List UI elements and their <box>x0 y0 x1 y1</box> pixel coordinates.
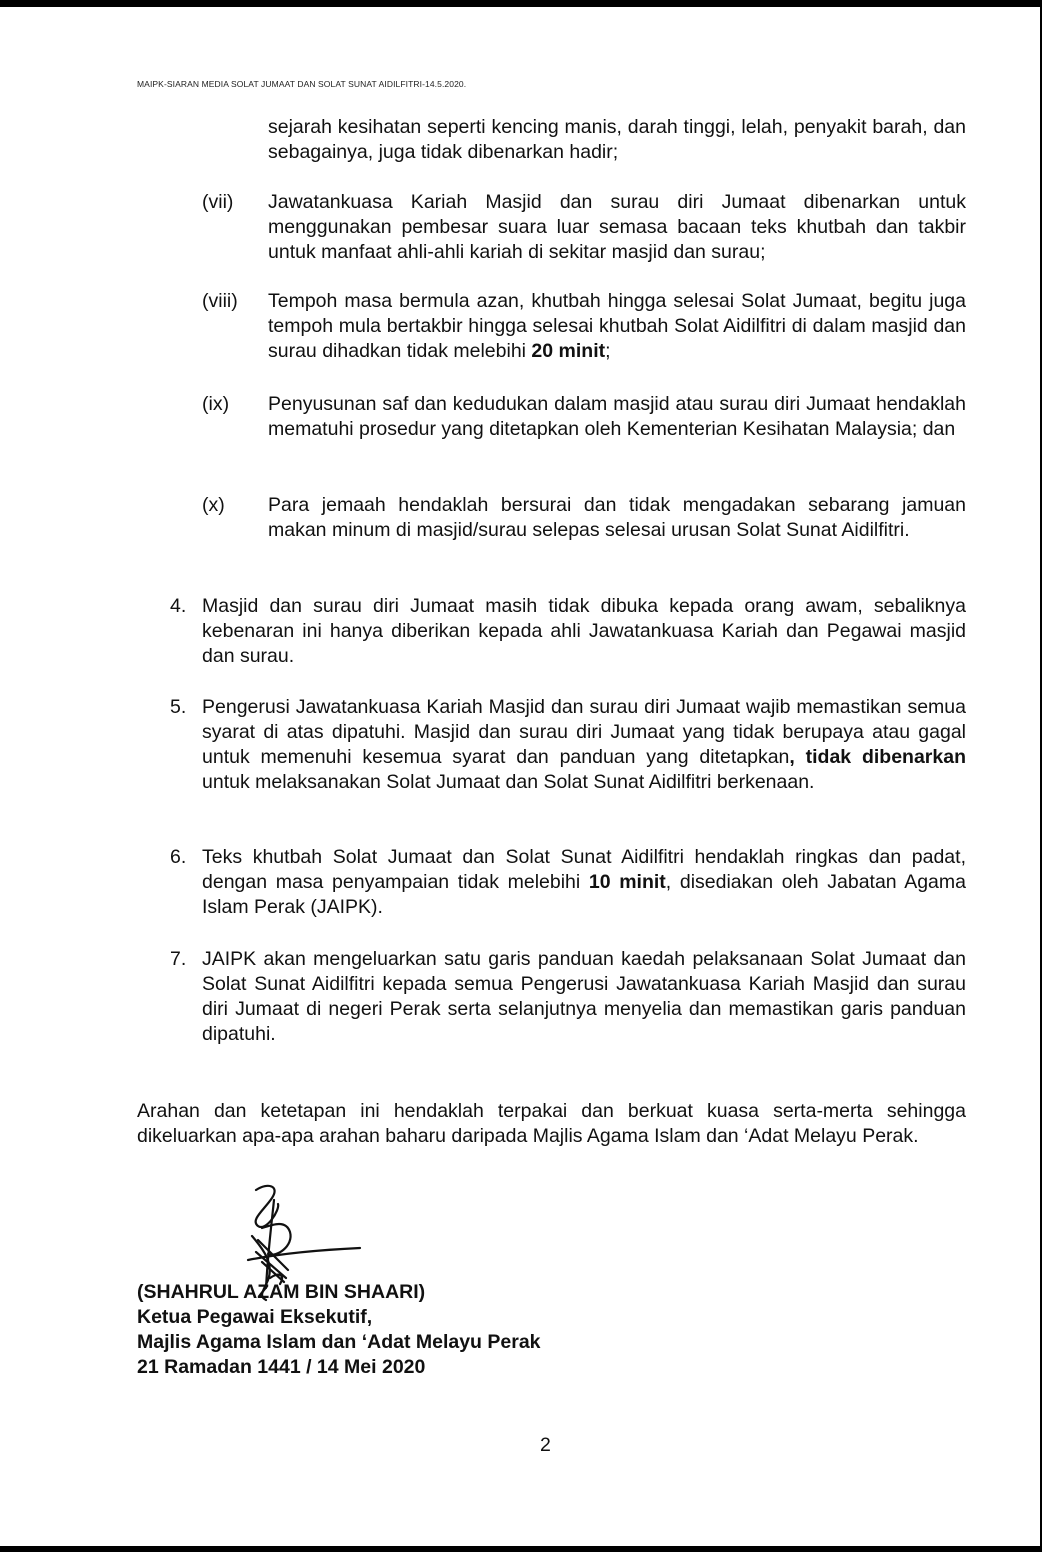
item-text <box>202 695 966 795</box>
bold-duration: 20 minit <box>531 340 606 362</box>
item-number: 4. <box>170 595 187 617</box>
item-number: 6. <box>170 846 187 868</box>
continuation-text: sejarah kesihatan seperti kencing manis, darah tinggi, lelah, penyakit barah, dan sebagainya, juga tidak dibenarkan hadir; <box>268 116 966 163</box>
sub-item-vii <box>202 190 966 265</box>
top-border <box>0 0 1042 7</box>
item-text-part: Pengerusi Jawatankuasa Kariah Masjid dan surau diri Jumaat wajib memastikan semua syarat di atas dipatuhi. Masjid dan surau diri Jumaat yang tidak berupaya atau gagal untuk memenuhi kesemua syarat dan panduan yang ditetapkan <box>202 696 966 768</box>
sub-item-text-part: ; <box>605 340 611 362</box>
document-header: MAIPK-SIARAN MEDIA SOLAT JUMAAT DAN SOLAT SUNAT AIDILFITRI-14.5.2020. <box>137 79 467 89</box>
item-5 <box>170 695 966 795</box>
signatory-date: 21 Ramadan 1441 / 14 Mei 2020 <box>137 1356 426 1378</box>
signatory-organization: Majlis Agama Islam dan ‘Adat Melayu Perak <box>137 1331 541 1353</box>
item-4 <box>170 594 966 669</box>
closing-paragraph: Arahan dan ketetapan ini hendaklah terpakai dan berkuat kuasa serta-merta sehingga dikeluarkan apa-apa arahan baharu daripada Majlis Agama Islam dan ‘Adat Melayu Perak. <box>137 1100 966 1147</box>
sub-item-ix <box>202 392 966 442</box>
signatory-name: (SHAHRUL AZAM BIN SHAARI) <box>137 1281 426 1303</box>
item-text: Masjid dan surau diri Jumaat masih tidak dibuka kepada orang awam, sebaliknya kebenaran ini hanya diberikan kepada ahli Jawatankuasa Kariah dan Pegawai masjid dan surau. <box>202 595 966 667</box>
item-text-part: Teks khutbah Solat Jumaat dan Solat Sunat Aidilfitri hendaklah ringkas dan padat, dengan masa penyampaian tidak melebihi <box>202 846 966 893</box>
sub-item-text-part: Tempoh masa bermula azan, khutbah hingga selesai Solat Jumaat, begitu juga tempoh mula bertakbir hingga selesai khutbah Solat Aidilfitri di dalam masjid dan surau dihadkan tidak melebihi <box>268 290 966 362</box>
bottom-border <box>0 1546 1042 1552</box>
item-7 <box>170 947 966 1047</box>
sub-item-number: (vii) <box>202 191 234 213</box>
item-text <box>202 845 966 920</box>
sub-item-text: Para jemaah hendaklah bersurai dan tidak mengadakan sebarang jamuan makan minum di masjid/surau selepas selesai urusan Solat Sunat Aidilfitri. <box>268 494 966 541</box>
signatory-title: Ketua Pegawai Eksekutif, <box>137 1306 373 1328</box>
sub-item-text: Jawatankuasa Kariah Masjid dan surau diri Jumaat dibenarkan untuk menggunakan pembesar suara luar semasa bacaan teks khutbah dan takbir untuk manfaat ahli-ahli kariah di sekitar masjid dan surau; <box>268 191 966 263</box>
sub-item-x <box>202 493 966 543</box>
page-number: 2 <box>540 1434 551 1456</box>
bold-phrase: , tidak dibenarkan <box>789 746 966 768</box>
sub-item-text: Penyusunan saf dan kedudukan dalam masjid atau surau diri Jumaat hendaklah mematuhi prosedur yang ditetapkan oleh Kementerian Kesihatan Malaysia; dan <box>268 393 966 440</box>
sub-item-number: (x) <box>202 494 225 516</box>
item-text: JAIPK akan mengeluarkan satu garis panduan kaedah pelaksanaan Solat Jumaat dan Solat Sunat Aidilfitri kepada semua Pengerusi Jawatankuasa Kariah Masjid dan surau diri Jumaat di negeri Perak serta selanjutnya menyelia dan memastikan garis panduan dipatuhi. <box>202 948 966 1045</box>
sub-item-viii <box>202 289 966 364</box>
sub-item-text <box>268 289 966 364</box>
signature-block <box>137 1280 541 1380</box>
item-number: 5. <box>170 696 187 718</box>
sub-item-number: (ix) <box>202 393 230 415</box>
item-6 <box>170 845 966 920</box>
item-number: 7. <box>170 948 187 970</box>
sub-item-number: (viii) <box>202 290 238 312</box>
item-text-part: , disediakan oleh Jabatan Agama Islam Perak (JAIPK). <box>202 871 966 918</box>
item-text-part: untuk melaksanakan Solat Jumaat dan Solat Sunat Aidilfitri berkenaan. <box>202 771 815 793</box>
bold-duration: 10 minit <box>588 871 666 893</box>
